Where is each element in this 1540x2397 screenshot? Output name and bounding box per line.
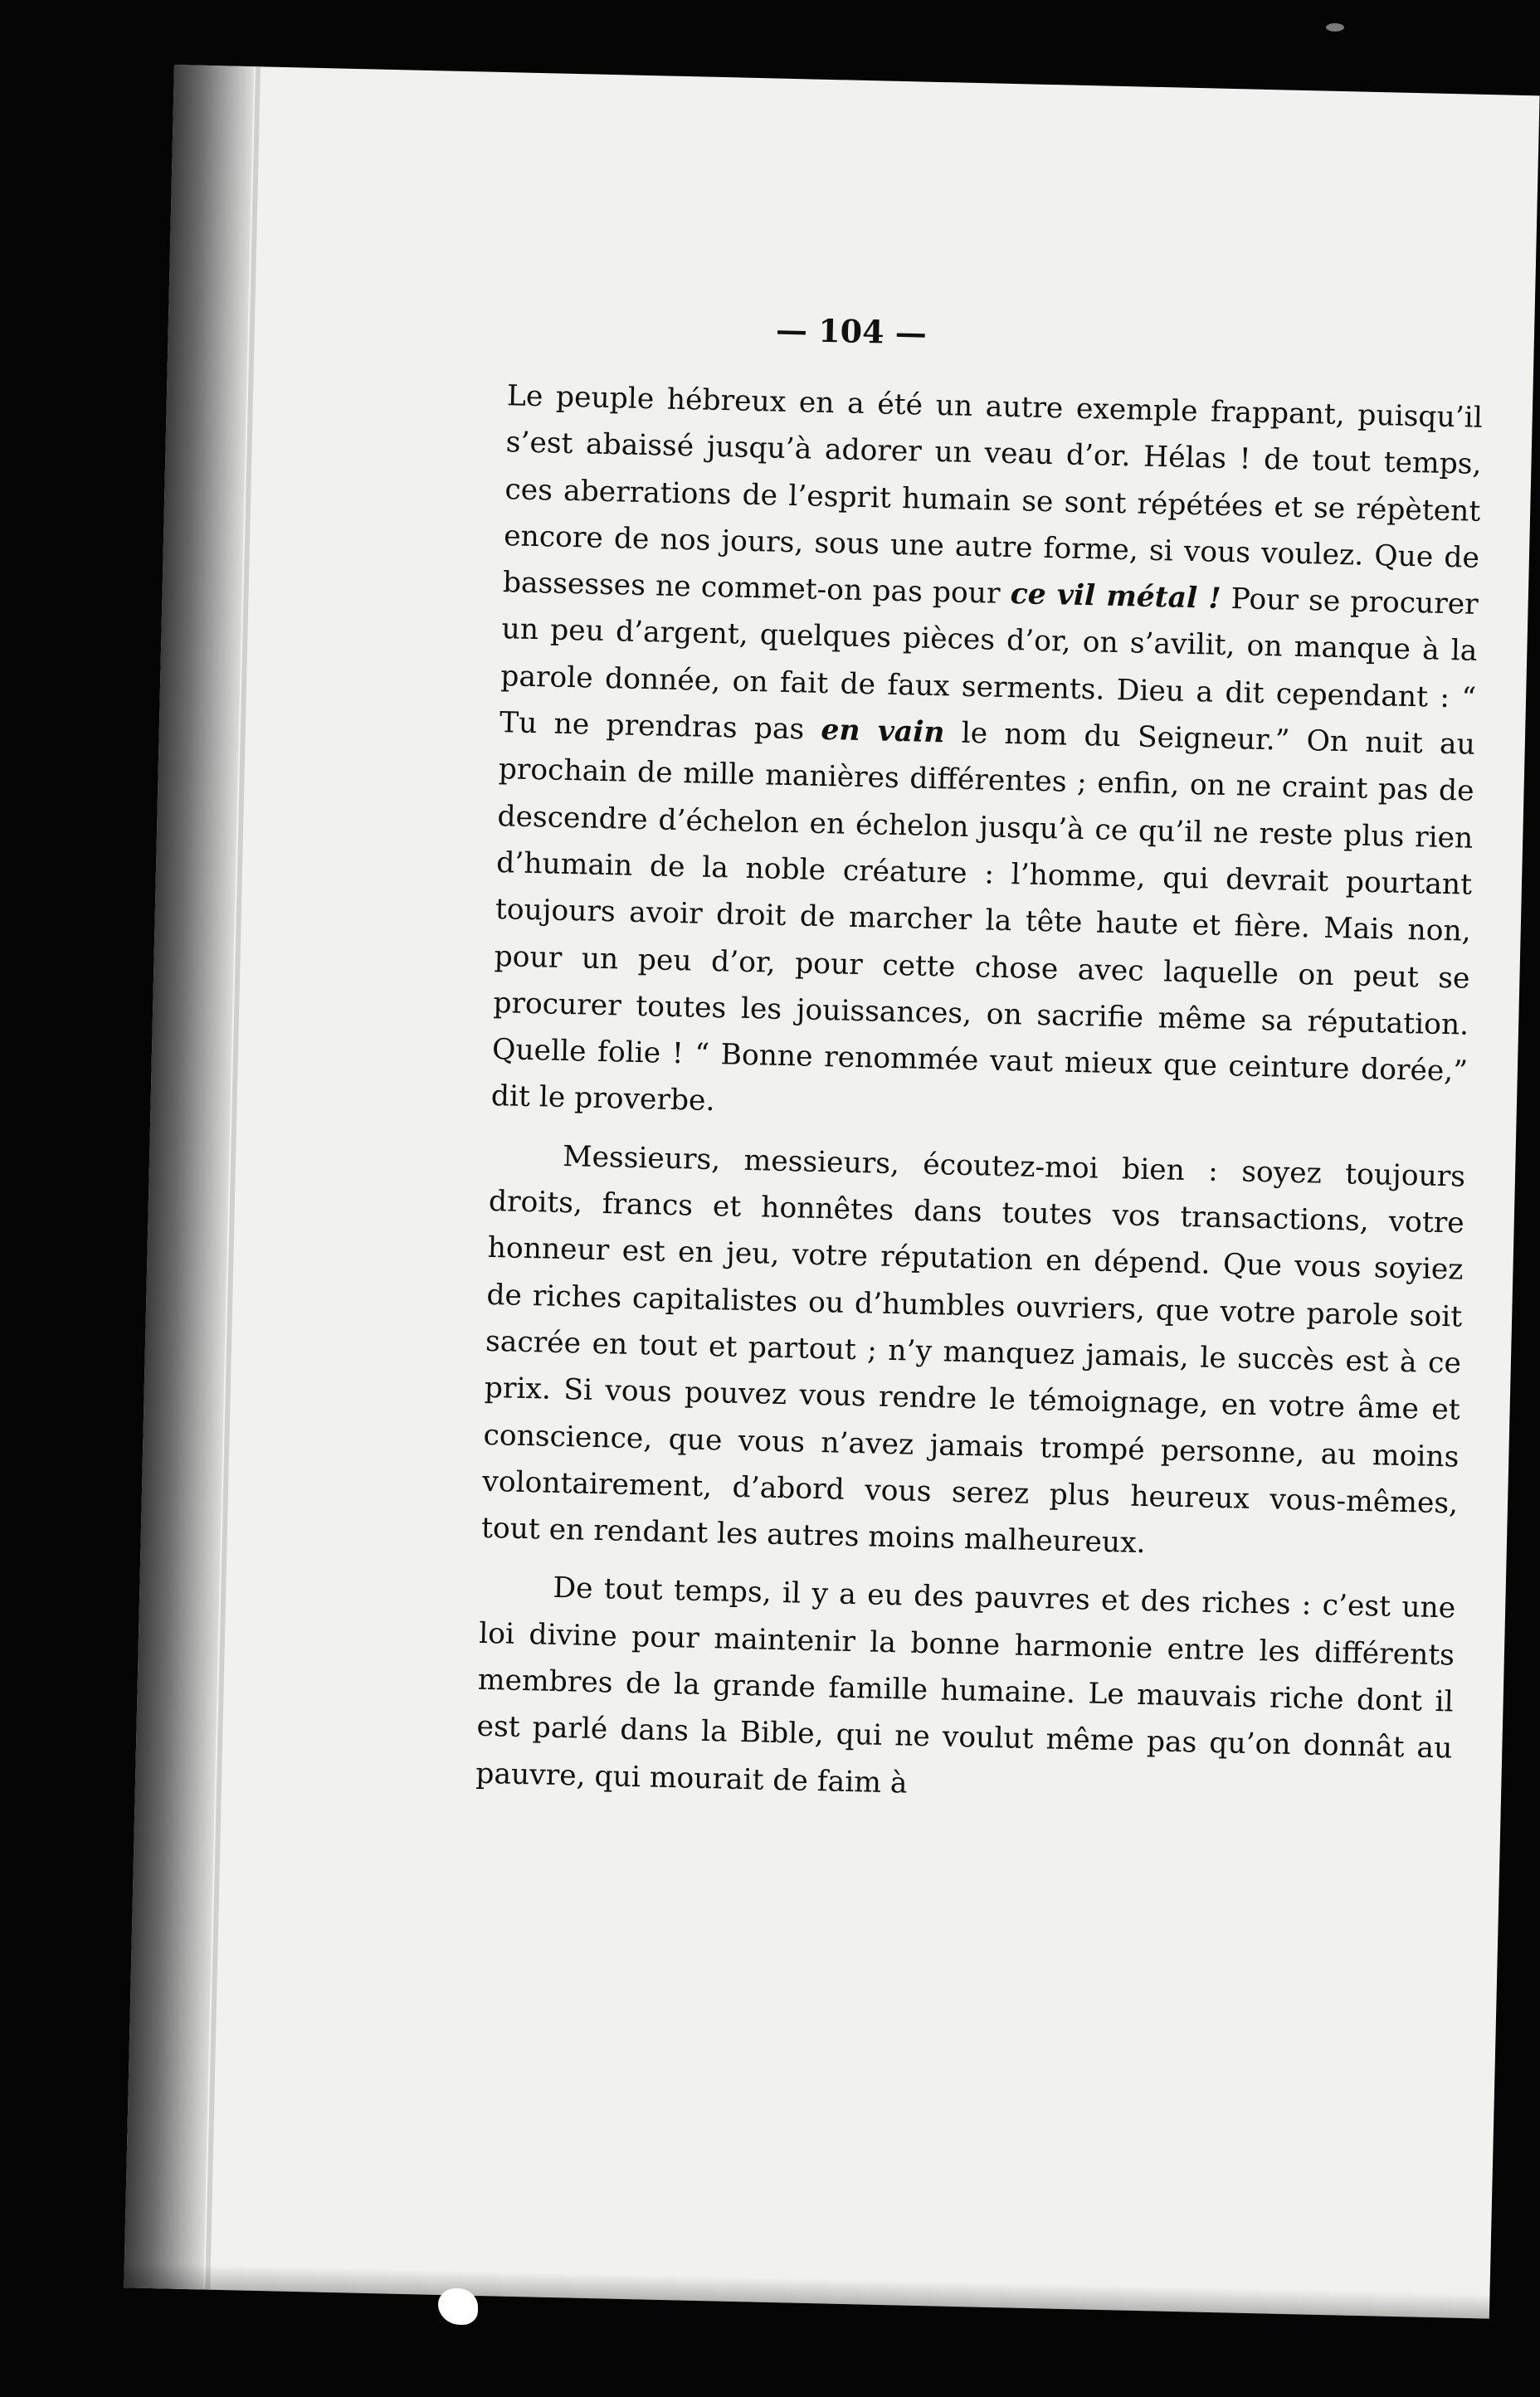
text-segment: Messieurs, messieurs, écoutez-moi bien : soyez toujours droits, francs et honnêtes dans toutes vos transactions, votre honneur est en jeu, votre réputation en dépend. Que vous soyiez de riches capitalistes ou d’humbles ouvriers, que votre parole soit sacrée en tout et partout ; n’y manquez jamais, le succès est à ce prix. Si vous pouvez vous rendre le témoignage, en votre âme et conscience, que vous n’avez jamais trompé personne, au moins volontairement, d’abord vous serez plus heureux vous-mêmes, tout en rendant les autres moins malheureux. — [480, 1139, 1466, 1561]
emphasized-text: en vain — [821, 713, 945, 750]
text-segment: Pour se procurer un peu d’argent, quelques pièces d’or, on s’avilit, on manque à la parole donnée, on fait de faux serments. Dieu a dit cependant : “ Tu ne prendras pas — [499, 582, 1479, 747]
paragraph — [475, 1563, 1456, 1819]
dust-speck — [1326, 23, 1344, 32]
text-segment: Le peuple hébreux en a été un autre exemple frappant, puisqu’il s’est abaissé jusqu’à adorer un veau d’or. Hélas ! de tout temps, ces aberrations de l’esprit humain se sont répétées et se répètent encore de nos jours, sous une autre forme, si vous voulez. Que de bassesses ne commet-on pas pour — [502, 379, 1484, 611]
page-bottom-shadow — [124, 2263, 1489, 2318]
paper-tear-mark — [438, 2288, 478, 2325]
page-number: — 104 — — [775, 310, 928, 352]
paragraph — [490, 373, 1483, 1142]
book-page — [124, 65, 1539, 2319]
paragraph — [480, 1132, 1465, 1574]
text-segment: le nom du Seigneur.” On nuit au prochain de mille manières différentes ; enfin, on ne craint pas de descendre d’échelon en échelon jusqu’à ce qu’il ne reste plus rien d’humain de la noble créature : l’homme, qui devrait pourtant toujours avoir droit de marcher la tête haute et fière. Mais non, pour un peu d’or, pour cette chose avec laquelle on peut se procurer toutes les jouissances, on sacrifie même sa réputation. Quelle folie ! “ Bonne renommée vaut mieux que ceinture dorée,” dit le proverbe. — [490, 716, 1476, 1118]
text-segment: De tout temps, il y a eu des pauvres et des riches : c’est une loi divine pour maintenir la bonne harmonie entre les différents membres de la grande famille humaine. Le mauvais riche dont il est parlé dans la Bible, qui ne voulut même pas qu’on donnât au pauvre, qui mourait de faim à — [475, 1571, 1456, 1800]
emphasized-text: ce vil métal ! — [1010, 577, 1221, 616]
body-text — [475, 373, 1483, 1830]
